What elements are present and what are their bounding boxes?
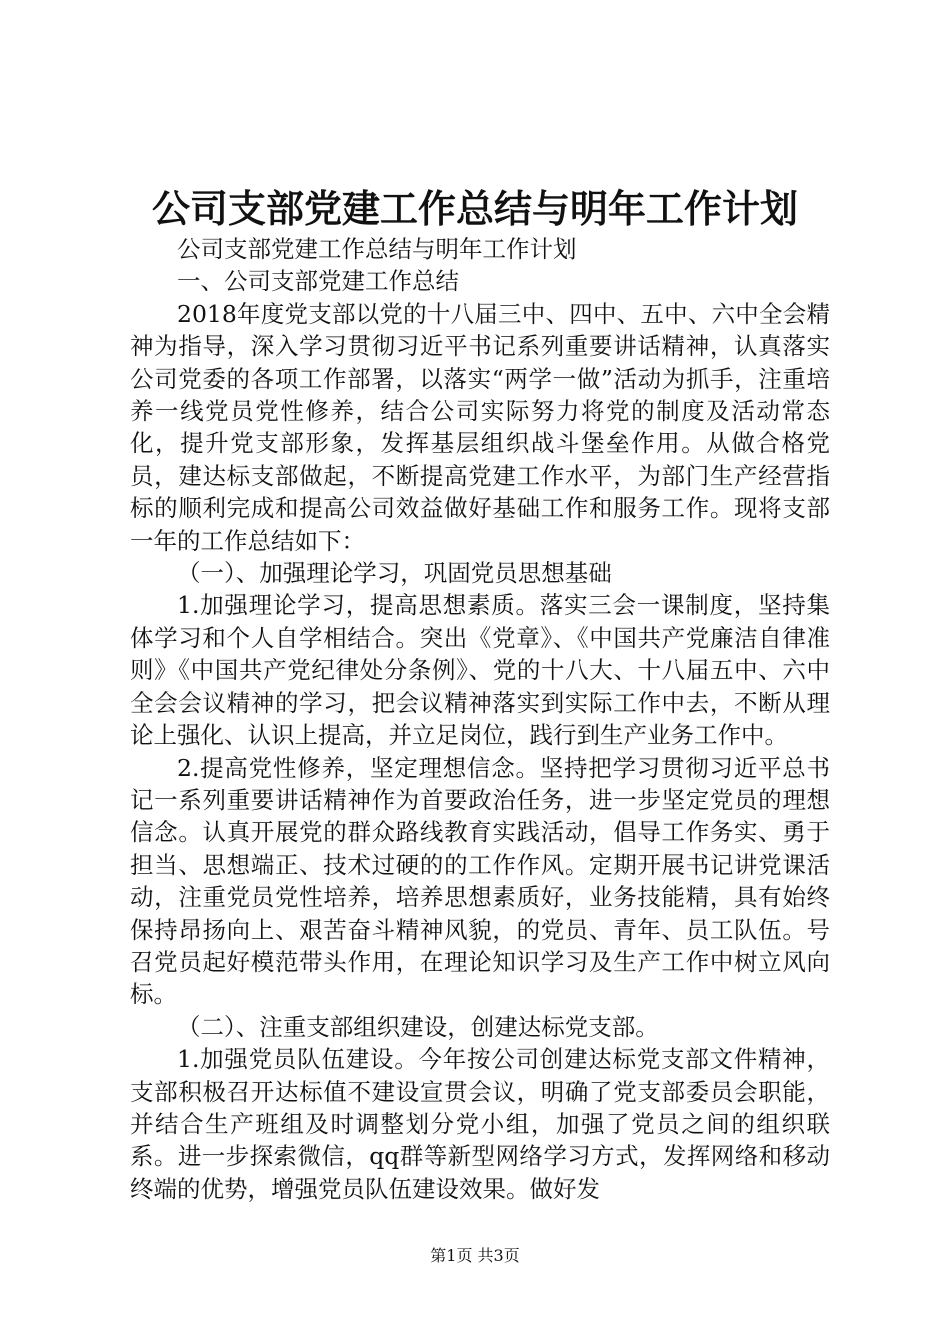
page-footer: 第1页 共3页 [430,1246,520,1265]
subsection-heading-organization: （二）、注重支部组织建设，创建达标党支部。 [177,1012,659,1041]
subsection-heading-theory: （一）、加强理论学习，巩固党员思想基础 [177,559,612,588]
paragraph-intro: 2018年度党支部以党的十八届三中、四中、五中、六中全会精神为指导，深入学习贯彻习近平书记系列重要讲话精神，认真落实公司党委的各项工作部署，以落实“两学一做”活动为抓手，注重培养一线党员党性修养，结合公司实际努力将党的制度及活动常态化，提升党支部形象，发挥基层组织战斗堡垒作用。从做合格党员，建达标支部做起，不断提高党建工作水平，为部门生产经营指标的顺利完成和提高公司效益做好基础工作和服务工作。现将支部一年的工作总结如下： [130,299,830,555]
paragraph-subtitle: 公司支部党建工作总结与明年工作计划 [177,235,577,263]
paragraph-theory-1: 1.加强理论学习，提高思想素质。落实三会一课制度，坚持集体学习和个人自学相结合。突出《党章》、《中国共产党廉洁自律准则》《中国共产党纪律处分条例》、党的十八大、十八届五中、六中全会会议精神的学习，把会议精神落实到实际工作中去，不断从理论上强化、认识上提高，并立足岗位，践行到生产业务工作中。 [130,591,830,750]
paragraph-organization-1: 1.加强党员队伍建设。今年按公司创建达标党支部文件精神，支部积极召开达标值不建设宣贯会议，明确了党支部委员会职能，并结合生产班组及时调整划分党小组，加强了党员之间的组织联系。进一步探索微信，qq群等新型网络学习方式，发挥网络和移动终端的优势，增强党员队伍建设效果。做好发 [130,1045,830,1203]
document-title: 公司支部党建工作总结与明年工作计划 [151,186,798,231]
document-body [130,233,830,1205]
paragraph-theory-2: 2.提高党性修养，坚定理想信念。坚持把学习贯彻习近平总书记一系列重要讲话精神作为首要政治任务，进一步坚定党员的理想信念。认真开展党的群众路线教育实践活动，倡导工作务实、勇于担当、思想端正、技术过硬的的工作作风。定期开展书记讲党课活动，注重党员党性培养，培养思想素质好，业务技能精，具有始终保持昂扬向上、艰苦奋斗精神风貌，的党员、青年、员工队伍。号召党员起好模范带头作用，在理论知识学习及生产工作中树立风向标。 [130,753,830,1009]
section-heading-summary: 一、公司支部党建工作总结 [177,267,459,296]
